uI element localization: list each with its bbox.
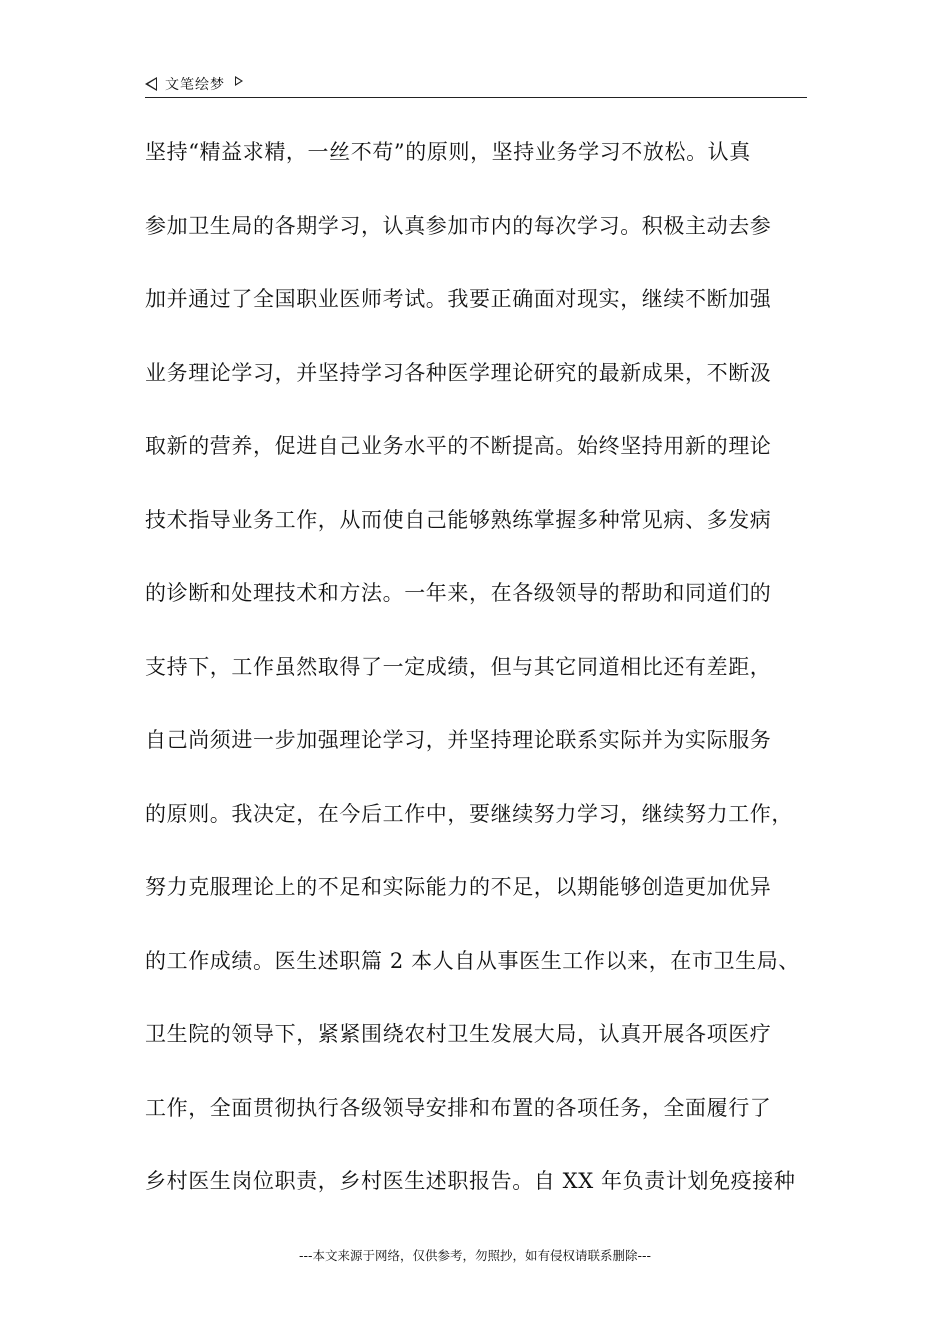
triangle-left-icon [145, 77, 157, 91]
text-line: 卫生院的领导下，紧紧围绕农村卫生发展大局，认真开展各项医疗 [145, 1022, 772, 1046]
text-line: 努力克服理论上的不足和实际能力的不足，以期能够创造更加优异 [145, 875, 772, 899]
header-divider [145, 97, 807, 98]
text-line: 业务理论学习，并坚持学习各种医学理论研究的最新成果，不断汲 [145, 360, 772, 385]
text-line: 技术指导业务工作，从而使自己能够熟练掌握多种常见病、多发病 [145, 507, 772, 532]
text-line: 的原则。我决定，在今后工作中，要继续努力学习，继续努力工作， [145, 801, 793, 826]
triangle-right-icon [235, 76, 243, 86]
text-line: 坚持“精益求精，一丝不苟”的原则，坚持业务学习不放松。认真 [145, 140, 751, 164]
text-line: 自己尚须进一步加强理论学习，并坚持理论联系实际并为实际服务 [145, 728, 772, 752]
page-header [145, 72, 807, 96]
text-line: 的诊断和处理技术和方法。一年来，在各级领导的帮助和同道们的 [145, 581, 772, 605]
document-body [145, 120, 815, 1223]
text-line: 工作，全面贯彻执行各级领导安排和布置的各项任务，全面履行了 [145, 1095, 772, 1120]
text-line: 参加卫生局的各期学习，认真参加市内的每次学习。积极主动去参 [145, 213, 772, 238]
text-line: 乡村医生岗位职责，乡村医生述职报告。自 XX 年负责计划免疫接种 [145, 1169, 796, 1193]
text-line: 支持下，工作虽然取得了一定成绩，但与其它同道相比还有差距， [145, 654, 772, 679]
text-line: 的工作成绩。医生述职篇 2 本人自从事医生工作以来，在市卫生局、 [145, 948, 800, 973]
text-line: 加并通过了全国职业医师考试。我要正确面对现实，继续不断加强 [145, 287, 772, 311]
header-title: 文笔绘梦 [165, 77, 225, 93]
page-footer: ---本文来源于网络，仅供参考，勿照抄，如有侵权请联系删除--- [298, 1248, 652, 1263]
text-line: 取新的营养，促进自己业务水平的不断提高。始终坚持用新的理论 [145, 434, 772, 458]
